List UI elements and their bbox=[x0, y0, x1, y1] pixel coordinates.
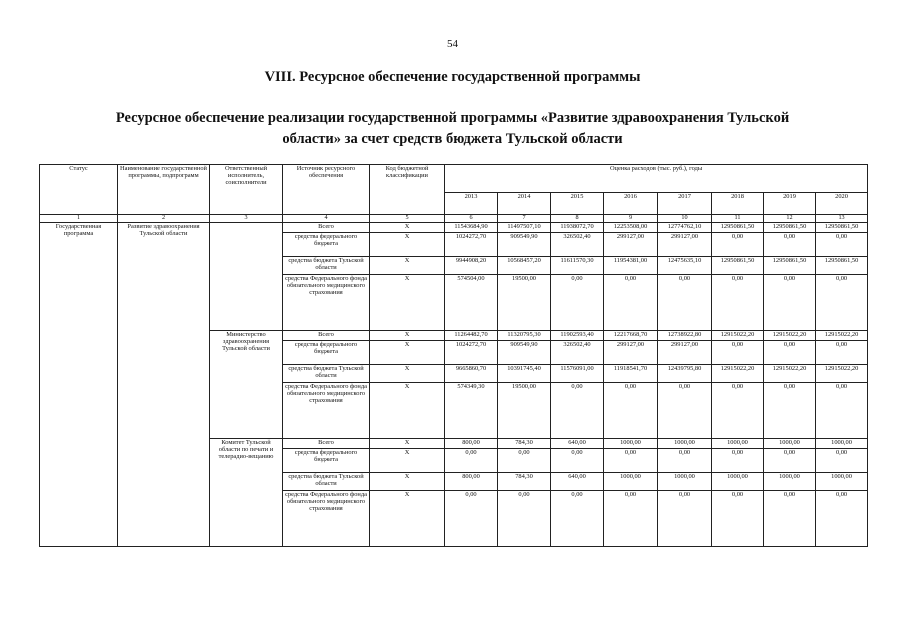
value-cell: 11264482,70 bbox=[445, 331, 498, 341]
value-cell: 12950861,50 bbox=[816, 257, 868, 275]
value-cell: 0,00 bbox=[712, 341, 764, 365]
value-cell: 0,00 bbox=[712, 491, 764, 547]
value-cell: 9944908,20 bbox=[445, 257, 498, 275]
value-cell: 12439795,80 bbox=[658, 365, 712, 383]
value-cell: 0,00 bbox=[551, 449, 604, 473]
value-cell: 11902593,40 bbox=[551, 331, 604, 341]
column-index: 10 bbox=[658, 215, 712, 223]
value-cell: 19500,00 bbox=[498, 275, 551, 331]
value-cell: 0,00 bbox=[816, 275, 868, 331]
column-index: 9 bbox=[604, 215, 658, 223]
value-cell: 1000,00 bbox=[604, 439, 658, 449]
value-cell: 1024272,70 bbox=[445, 341, 498, 365]
value-cell: 0,00 bbox=[764, 233, 816, 257]
year-header: 2013 bbox=[445, 193, 498, 215]
subtitle-line-2: области» за счет средств бюджета Тульской области bbox=[282, 131, 623, 147]
value-cell: 12774762,10 bbox=[658, 223, 712, 233]
value-cell: 12217668,70 bbox=[604, 331, 658, 341]
value-cell: 0,00 bbox=[764, 275, 816, 331]
value-cell: 11918541,70 bbox=[604, 365, 658, 383]
header-source: Источник ресурсного обеспечения bbox=[283, 165, 370, 215]
value-cell: 0,00 bbox=[498, 449, 551, 473]
value-cell: 12475635,10 bbox=[658, 257, 712, 275]
subtitle-line-1: Ресурсное обеспечение реализации государственной программы «Развитие здравоохранения Тульской bbox=[115, 110, 790, 126]
value-cell: 0,00 bbox=[658, 383, 712, 439]
value-cell: 0,00 bbox=[551, 383, 604, 439]
column-index: 6 bbox=[445, 215, 498, 223]
value-cell: 11543684,90 bbox=[445, 223, 498, 233]
value-cell: 10568457,20 bbox=[498, 257, 551, 275]
column-index: 13 bbox=[816, 215, 868, 223]
executor-cell bbox=[210, 223, 283, 331]
value-cell: 12253508,00 bbox=[604, 223, 658, 233]
value-cell: 0,00 bbox=[816, 233, 868, 257]
value-cell: 19500,00 bbox=[498, 383, 551, 439]
source-cell: Всего bbox=[283, 223, 370, 233]
value-cell: 326502,40 bbox=[551, 233, 604, 257]
column-index: 2 bbox=[118, 215, 210, 223]
code-cell: X bbox=[370, 257, 445, 275]
value-cell: 0,00 bbox=[604, 275, 658, 331]
value-cell: 0,00 bbox=[816, 449, 868, 473]
value-cell: 12915022,20 bbox=[764, 331, 816, 341]
source-cell: средства бюджета Тульской области bbox=[283, 365, 370, 383]
table-row bbox=[40, 223, 868, 233]
value-cell: 800,00 bbox=[445, 439, 498, 449]
value-cell: 12915022,20 bbox=[816, 365, 868, 383]
year-header: 2018 bbox=[712, 193, 764, 215]
header-executor: Ответственный исполнитель, соисполнители bbox=[210, 165, 283, 215]
value-cell: 12950861,50 bbox=[764, 223, 816, 233]
value-cell: 11611570,30 bbox=[551, 257, 604, 275]
value-cell: 0,00 bbox=[712, 449, 764, 473]
source-cell: Всего bbox=[283, 331, 370, 341]
value-cell: 0,00 bbox=[658, 491, 712, 547]
year-header: 2015 bbox=[551, 193, 604, 215]
value-cell: 0,00 bbox=[764, 491, 816, 547]
column-index: 7 bbox=[498, 215, 551, 223]
value-cell: 0,00 bbox=[816, 491, 868, 547]
source-cell: Всего bbox=[283, 439, 370, 449]
document-subtitle bbox=[0, 108, 905, 150]
value-cell: 1024272,70 bbox=[445, 233, 498, 257]
code-cell: X bbox=[370, 383, 445, 439]
value-cell: 909549,90 bbox=[498, 233, 551, 257]
value-cell: 0,00 bbox=[712, 233, 764, 257]
executor-cell: Министерство здравоохранения Тульской области bbox=[210, 331, 283, 439]
value-cell: 9665860,70 bbox=[445, 365, 498, 383]
value-cell: 0,00 bbox=[712, 383, 764, 439]
column-index: 1 bbox=[40, 215, 118, 223]
code-cell: X bbox=[370, 341, 445, 365]
code-cell: X bbox=[370, 473, 445, 491]
value-cell: 11576091,00 bbox=[551, 365, 604, 383]
value-cell: 11938072,70 bbox=[551, 223, 604, 233]
value-cell: 12950861,50 bbox=[712, 257, 764, 275]
source-cell: средства Федерального фонда обязательного медицинского страхования bbox=[283, 383, 370, 439]
value-cell: 574349,30 bbox=[445, 383, 498, 439]
value-cell: 640,00 bbox=[551, 473, 604, 491]
value-cell: 12915022,20 bbox=[712, 365, 764, 383]
section-title: VIII. Ресурсное обеспечение государственной программы bbox=[264, 69, 641, 85]
value-cell: 0,00 bbox=[816, 341, 868, 365]
code-cell: X bbox=[370, 439, 445, 449]
value-cell: 0,00 bbox=[604, 491, 658, 547]
column-index: 5 bbox=[370, 215, 445, 223]
code-cell: X bbox=[370, 449, 445, 473]
value-cell: 12950861,50 bbox=[712, 223, 764, 233]
value-cell: 299127,00 bbox=[658, 233, 712, 257]
column-index: 12 bbox=[764, 215, 816, 223]
header-status: Статус bbox=[40, 165, 118, 215]
year-header: 2016 bbox=[604, 193, 658, 215]
value-cell: 0,00 bbox=[551, 491, 604, 547]
value-cell: 299127,00 bbox=[604, 341, 658, 365]
value-cell: 12915022,20 bbox=[764, 365, 816, 383]
code-cell: X bbox=[370, 331, 445, 341]
value-cell: 12915022,20 bbox=[712, 331, 764, 341]
source-cell: средства бюджета Тульской области bbox=[283, 473, 370, 491]
executor-cell: Комитет Тульской области по печати и телерадио-вещанию bbox=[210, 439, 283, 547]
resource-table bbox=[39, 164, 868, 547]
value-cell: 12738922,80 bbox=[658, 331, 712, 341]
value-cell: 0,00 bbox=[551, 275, 604, 331]
value-cell: 1000,00 bbox=[604, 473, 658, 491]
source-cell: средства федерального бюджета bbox=[283, 341, 370, 365]
value-cell: 0,00 bbox=[764, 341, 816, 365]
code-cell: X bbox=[370, 223, 445, 233]
value-cell: 12950861,50 bbox=[816, 223, 868, 233]
status-cell: Государственная программа bbox=[40, 223, 118, 547]
year-header: 2020 bbox=[816, 193, 868, 215]
value-cell: 0,00 bbox=[816, 383, 868, 439]
source-cell: средства федерального бюджета bbox=[283, 449, 370, 473]
source-cell: средства Федерального фонда обязательного медицинского страхования bbox=[283, 491, 370, 547]
value-cell: 11320795,30 bbox=[498, 331, 551, 341]
value-cell: 12950861,50 bbox=[764, 257, 816, 275]
value-cell: 0,00 bbox=[764, 449, 816, 473]
column-index: 4 bbox=[283, 215, 370, 223]
value-cell: 1000,00 bbox=[658, 439, 712, 449]
header-estimate: Оценка расходов (тыс. руб.), годы bbox=[445, 165, 868, 193]
value-cell: 11954381,00 bbox=[604, 257, 658, 275]
column-index: 3 bbox=[210, 215, 283, 223]
value-cell: 784,30 bbox=[498, 473, 551, 491]
value-cell: 299127,00 bbox=[658, 341, 712, 365]
year-header: 2019 bbox=[764, 193, 816, 215]
value-cell: 299127,00 bbox=[604, 233, 658, 257]
value-cell: 0,00 bbox=[712, 275, 764, 331]
value-cell: 1000,00 bbox=[764, 439, 816, 449]
value-cell: 0,00 bbox=[604, 449, 658, 473]
source-cell: средства Федерального фонда обязательного медицинского страхования bbox=[283, 275, 370, 331]
year-header: 2017 bbox=[658, 193, 712, 215]
code-cell: X bbox=[370, 275, 445, 331]
page-number: 54 bbox=[447, 38, 458, 50]
year-header: 2014 bbox=[498, 193, 551, 215]
value-cell: 909549,90 bbox=[498, 341, 551, 365]
value-cell: 0,00 bbox=[445, 491, 498, 547]
value-cell: 1000,00 bbox=[712, 439, 764, 449]
value-cell: 326502,40 bbox=[551, 341, 604, 365]
value-cell: 1000,00 bbox=[658, 473, 712, 491]
column-index: 11 bbox=[712, 215, 764, 223]
value-cell: 1000,00 bbox=[712, 473, 764, 491]
value-cell: 0,00 bbox=[658, 275, 712, 331]
value-cell: 11497507,10 bbox=[498, 223, 551, 233]
code-cell: X bbox=[370, 233, 445, 257]
source-cell: средства федерального бюджета bbox=[283, 233, 370, 257]
value-cell: 1000,00 bbox=[816, 473, 868, 491]
header-name: Наименование государственной программы, подпрограмм bbox=[118, 165, 210, 215]
value-cell: 0,00 bbox=[764, 383, 816, 439]
value-cell: 10391745,40 bbox=[498, 365, 551, 383]
source-cell: средства бюджета Тульской области bbox=[283, 257, 370, 275]
value-cell: 1000,00 bbox=[764, 473, 816, 491]
value-cell: 640,00 bbox=[551, 439, 604, 449]
value-cell: 784,30 bbox=[498, 439, 551, 449]
value-cell: 0,00 bbox=[604, 383, 658, 439]
value-cell: 0,00 bbox=[445, 449, 498, 473]
code-cell: X bbox=[370, 365, 445, 383]
value-cell: 574504,00 bbox=[445, 275, 498, 331]
code-cell: X bbox=[370, 491, 445, 547]
value-cell: 12915022,20 bbox=[816, 331, 868, 341]
value-cell: 0,00 bbox=[498, 491, 551, 547]
value-cell: 1000,00 bbox=[816, 439, 868, 449]
column-index: 8 bbox=[551, 215, 604, 223]
program-name-cell: Развитие здравоохранения Тульской области bbox=[118, 223, 210, 547]
value-cell: 800,00 bbox=[445, 473, 498, 491]
value-cell: 0,00 bbox=[658, 449, 712, 473]
header-code: Код бюджетной классификации bbox=[370, 165, 445, 215]
